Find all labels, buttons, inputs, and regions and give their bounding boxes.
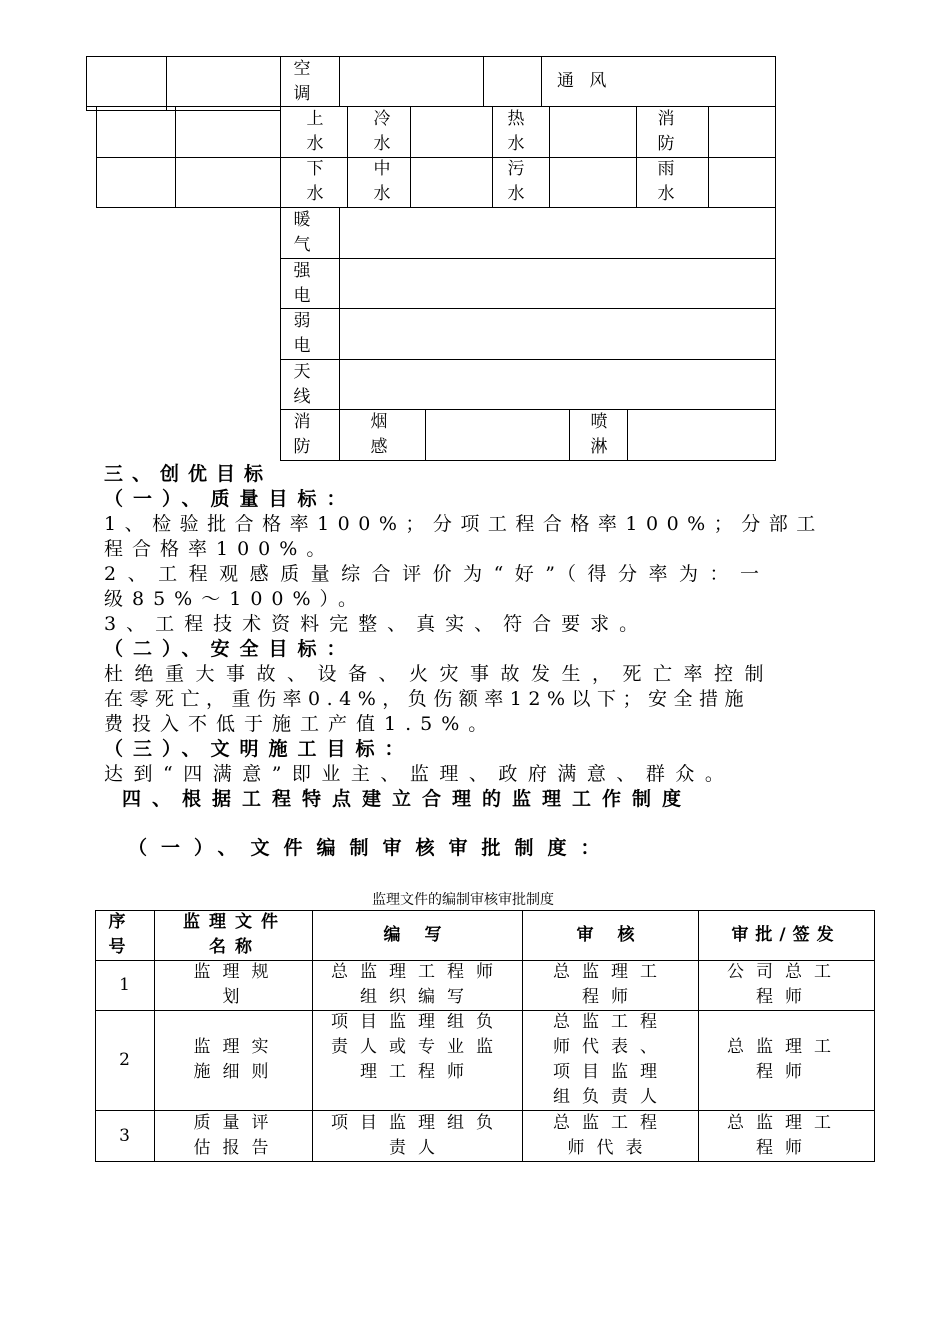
cell-zhongshui: 中水 [373, 159, 393, 204]
civil-line1: 达到“四满意”即业主、监理、政府满意、群众。 [104, 763, 735, 785]
row3-name: 质量评估报告 [193, 1113, 281, 1158]
th-reviewer: 审 核 [576, 925, 644, 945]
section3-safety-title: （二）、安全目标： [104, 638, 356, 660]
cell-xiashui: 下水 [306, 159, 326, 204]
cell-kongtiao: 空调 [293, 59, 313, 104]
quality-item1-line2: 程合格率100%。 [104, 538, 335, 560]
th-no: 序号 [108, 912, 126, 957]
cell-tianxian: 天线 [293, 362, 313, 407]
section3-civil-title: （三）、文明施工目标： [104, 738, 414, 760]
row1-approver: 公司总工程师 [727, 962, 843, 1007]
quality-item1-line1: 1、检验批合格率100%；分项工程合格率100%；分部工 [104, 513, 824, 535]
safety-line3: 费投入不低于施工产值1.5%。 [104, 713, 497, 735]
row1-reviewer: 总监理工程师 [553, 962, 669, 1007]
row1-writer: 总监理工程师组织编写 [331, 962, 505, 1007]
doc-table-caption: 监理文件的编制审核审批制度 [372, 892, 554, 908]
row1-no: 1 [119, 975, 130, 995]
th-name: 监理文件名称 [183, 912, 287, 957]
cell-xiaofang-fire: 消防 [293, 412, 313, 457]
row2-approver: 总监理工程师 [727, 1037, 843, 1082]
cell-xiaofang-water: 消防 [657, 109, 677, 154]
section3-title: 三、创优目标 [104, 463, 273, 485]
th-writer: 编 写 [383, 925, 451, 945]
section3-quality-title: （一）、质量目标： [104, 488, 356, 510]
quality-item2-line2: 级85%～100%）。 [104, 588, 367, 610]
th-approver: 审批/签发 [731, 925, 841, 945]
quality-item2-line1: 2、工程观感质量综合评价为“好”（得分率为：一 [104, 563, 771, 585]
cell-shangshui: 上水 [306, 109, 326, 154]
cell-ruodian: 弱电 [293, 311, 313, 356]
cell-yangan: 烟感 [370, 412, 390, 457]
cell-lengshui: 冷水 [373, 109, 393, 154]
safety-line2: 在零死亡，重伤率0.4%，负伤额率12%以下；安全措施 [104, 688, 751, 710]
row2-no: 2 [119, 1050, 130, 1070]
safety-line1: 杜绝重大事故、设备、火灾事故发生，死亡率控制 [104, 663, 776, 685]
row1-name: 监理规划 [193, 962, 281, 1007]
row3-approver: 总监理工程师 [727, 1113, 843, 1158]
cell-qiangdian: 强电 [293, 261, 313, 306]
row3-writer: 项目监理组负责人 [331, 1113, 505, 1158]
quality-item3: 3、工程技术资料完整、真实、符合要求。 [104, 613, 649, 635]
row3-no: 3 [119, 1126, 130, 1146]
cell-reshui: 热水 [507, 109, 527, 154]
cell-nuanqi: 暖气 [293, 210, 313, 255]
row2-name: 监理实施细则 [193, 1037, 281, 1082]
cell-yushui: 雨水 [657, 159, 677, 204]
section4-title: 四、根据工程特点建立合理的监理工作制度 [122, 788, 693, 810]
row3-reviewer: 总监工程师代表 [553, 1113, 669, 1158]
row2-reviewer: 总监工程师代表、项目监理组负责人 [553, 1012, 669, 1107]
row2-writer: 项目监理组负责人或专业监理工程师 [331, 1012, 505, 1082]
section4-sub1-title: （一）、文件编制审核审批制度： [128, 837, 614, 859]
cell-tongfeng: 通 风 [557, 71, 612, 91]
cell-wushui: 污水 [507, 159, 527, 204]
cell-penlin: 喷淋 [590, 412, 610, 457]
